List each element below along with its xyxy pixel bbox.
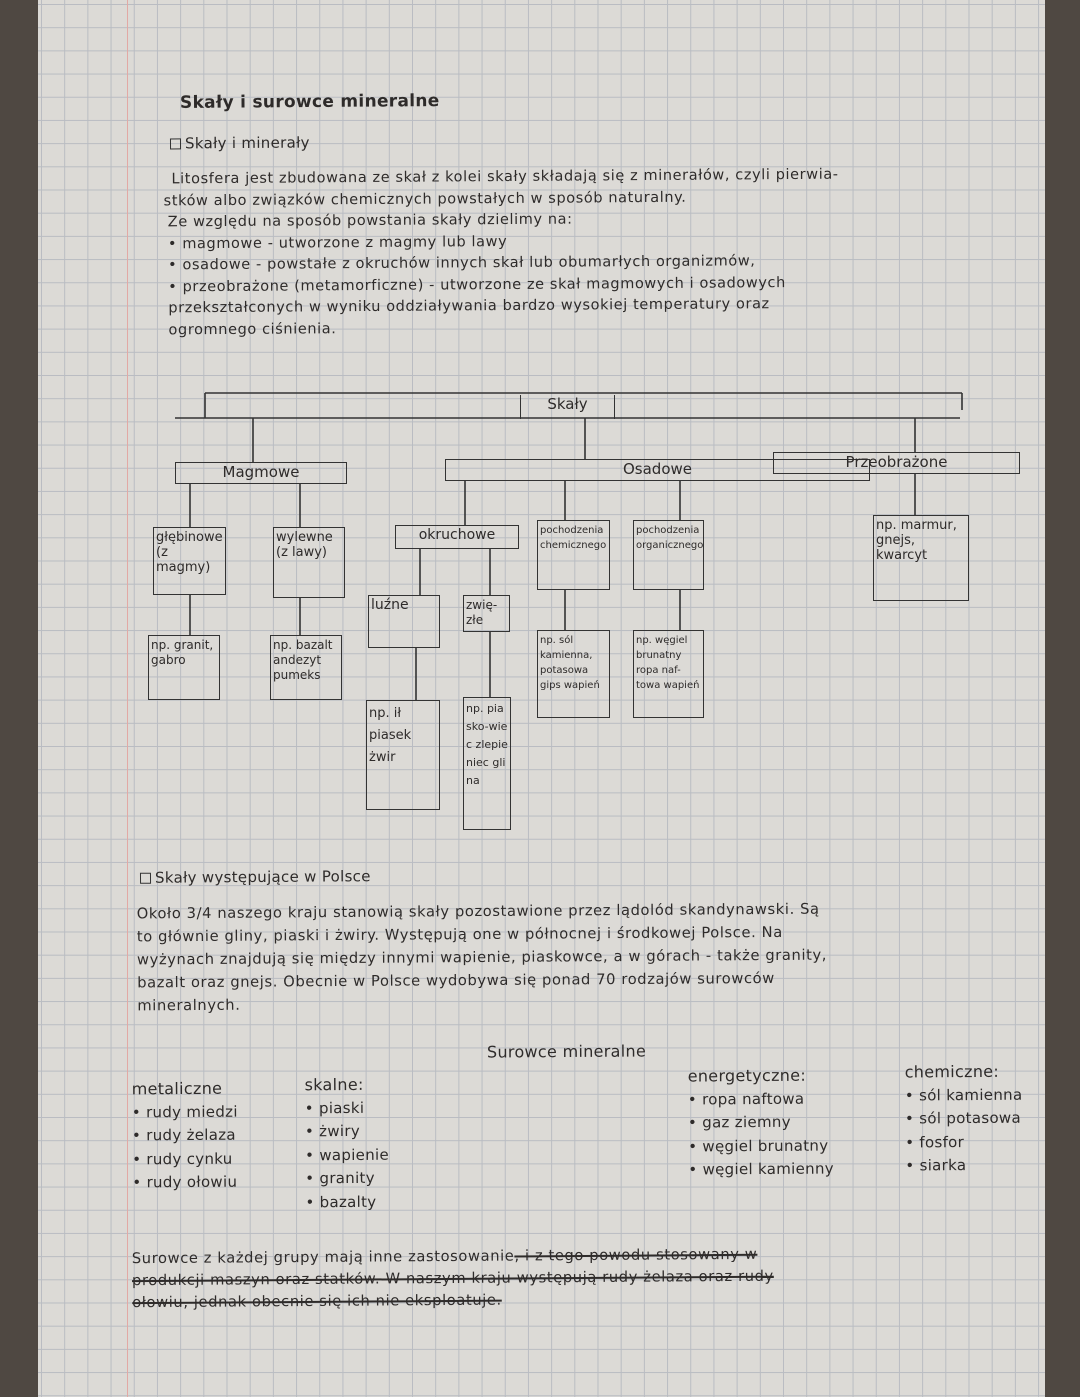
text-line: stków albo związków chemicznych powstałych w sposób naturalny. bbox=[163, 189, 687, 209]
list-item: • rudy cynku bbox=[132, 1149, 233, 1168]
list-item: • rudy miedzi bbox=[131, 1102, 238, 1121]
node-luzne: luźne bbox=[368, 595, 440, 648]
node-luzne-examples: np. ił piasek żwir bbox=[366, 700, 440, 810]
node-przeobrazone-examples: np. marmur, gnejs, kwarcyt bbox=[873, 515, 969, 601]
node-magmowe: Magmowe bbox=[175, 462, 347, 484]
section-heading-skaly-polska bbox=[140, 867, 371, 887]
list-item: • ropa naftowa bbox=[687, 1089, 805, 1109]
text-line: bazalt oraz gnejs. Obecnie w Polsce wydobywa się ponad 70 rodzajów surowców bbox=[137, 969, 775, 992]
list-item: • sól kamienna bbox=[904, 1085, 1023, 1104]
group-chemiczne bbox=[905, 1060, 1044, 1178]
list-item: • węgiel kamienny bbox=[688, 1159, 834, 1179]
node-zwiezle: zwię-złe bbox=[463, 595, 510, 632]
node-zwiezle-examples: np. piasko-wiec zlepieniec glina bbox=[463, 697, 511, 830]
group-energetyczne bbox=[688, 1063, 834, 1182]
heading-text: Skały i minerały bbox=[184, 133, 310, 153]
node-organiczne-examples: np. węgiel brunatny ropa naf-towa wapień bbox=[633, 630, 704, 718]
struck-text: , i z tego powodu stosowany w bbox=[514, 1245, 758, 1265]
section2-paragraph bbox=[137, 898, 828, 1018]
surowce-heading: Surowce mineralne bbox=[486, 1041, 647, 1062]
list-item: • wapienie bbox=[305, 1145, 390, 1164]
list-item: • gaz ziemny bbox=[687, 1112, 791, 1132]
list-item: • piaski bbox=[304, 1098, 365, 1117]
node-glebinowe-examples: np. granit, gabro bbox=[148, 635, 220, 700]
text-line: • osadowe - powstałe z okruchów innych skał lub obumarłych organizmów, bbox=[168, 253, 756, 274]
text-line: ogromnego ciśnienia. bbox=[168, 320, 337, 338]
list-item: • rudy ołowiu bbox=[132, 1172, 238, 1192]
text-line: to głównie gliny, piaski i żwiry. Występują one w północnej i środkowej Polsce. Na bbox=[136, 923, 783, 946]
struck-text: produkcji maszyn oraz statków. W naszym kraju występują rudy żelaza oraz rudy bbox=[131, 1267, 774, 1290]
node-chemiczne-examples: np. sól kamienna, potasowa gips wapień bbox=[537, 630, 610, 718]
node-pochodzenia-organicznego: pochodzenia organicznego bbox=[633, 520, 704, 590]
node-okruchowe: okruchowe bbox=[395, 525, 519, 549]
checkbox-square-icon bbox=[140, 873, 151, 884]
node-skaly: Skały bbox=[520, 395, 615, 419]
node-wylewne: wylewne (z lawy) bbox=[273, 527, 345, 598]
node-glebinowe: głębinowe (z magmy) bbox=[153, 527, 226, 595]
text-line: wyżynach znajdują się między innymi wapienie, piaskowce, a w górach - także granity, bbox=[136, 946, 828, 969]
node-wylewne-examples: np. bazalt andezyt pumeks bbox=[270, 635, 342, 700]
list-item: • węgiel brunatny bbox=[688, 1136, 829, 1156]
group-metaliczne bbox=[132, 1077, 239, 1195]
list-item: • granity bbox=[305, 1168, 375, 1188]
node-osadowe: Osadowe bbox=[445, 459, 870, 481]
text-line: Litosfera jest zbudowana ze skał z kolei skały składają się z minerałów, czyli pierwia- bbox=[171, 166, 839, 188]
list-item: • żwiry bbox=[304, 1121, 361, 1141]
text-line: przekształconych w wyniku oddziaływania bardzo wysokiej temperatury oraz bbox=[168, 296, 770, 317]
page-title: Skały i surowce mineralne bbox=[179, 91, 440, 113]
list-item: • rudy żelaza bbox=[131, 1125, 236, 1145]
node-pochodzenia-chemicznego: pochodzenia chemicznego bbox=[537, 520, 610, 590]
text-line: • przeobrażone (metamorficzne) - utworzone ze skał magmowych i osadowych bbox=[168, 274, 786, 295]
group-title: skalne: bbox=[304, 1074, 364, 1095]
node-przeobrazone: Przeobrażone bbox=[773, 452, 1020, 474]
list-item: • fosfor bbox=[905, 1132, 965, 1151]
list-item: • siarka bbox=[905, 1156, 967, 1175]
text-line: Około 3/4 naszego kraju stanowią skały pozostawione przez lądolód skandynawski. Są bbox=[136, 900, 820, 923]
text-line: mineralnych. bbox=[137, 996, 241, 1015]
closing-text: Surowce z każdej grupy mają inne zastosowanie bbox=[131, 1247, 515, 1268]
group-skalne bbox=[305, 1073, 390, 1215]
group-title: energetyczne: bbox=[687, 1065, 807, 1086]
struck-text: ołowiu, jednak obecnie się ich nie eksploatuje. bbox=[132, 1291, 502, 1312]
heading-text: Skały występujące w Polsce bbox=[154, 867, 371, 887]
group-title: metaliczne bbox=[131, 1078, 223, 1099]
text-line: • magmowe - utworzone z magmy lub lawy bbox=[167, 233, 508, 252]
list-item: • bazalty bbox=[305, 1192, 377, 1211]
closing-paragraph bbox=[132, 1242, 1042, 1314]
list-item: • sól potasowa bbox=[904, 1108, 1022, 1128]
text-line: Ze względu na sposób powstania skały dzielimy na: bbox=[167, 211, 573, 231]
group-title: chemiczne: bbox=[904, 1061, 1000, 1082]
